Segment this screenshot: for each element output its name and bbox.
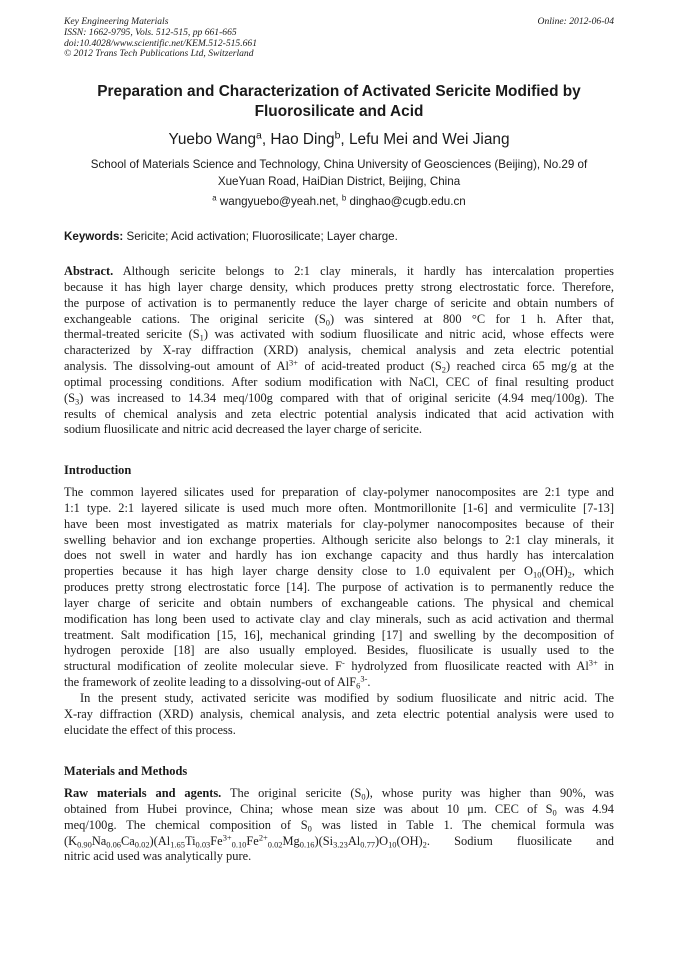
text-run: Abstract.	[64, 264, 114, 278]
text-run: 0.90	[77, 839, 92, 850]
text-run: .	[367, 675, 371, 690]
text-run: characterized by X-ray diffraction (XRD) analysis, chemical analysis and zeta electric potential	[64, 343, 614, 358]
text-run: b	[334, 130, 341, 142]
text-run: 0	[325, 317, 330, 328]
text-run: 0	[552, 807, 557, 818]
text-run: structural modification of zeolite molecular sieve. F	[64, 659, 343, 674]
affiliation	[60, 156, 618, 190]
text-run: have been most investigated as matrix materials for clay-polymer nanocomposites because of their	[64, 516, 614, 531]
text-run: (S	[64, 390, 76, 405]
text-run: obtained from Hubei province, China; whose mean size was about 10 μm. CEC of S	[64, 801, 553, 816]
section-heading-introduction: Introduction	[64, 463, 132, 477]
text-run: ) was sintered at 800 °C for 1 h. After that,	[329, 311, 614, 326]
text-run: 10	[388, 839, 397, 850]
text-run: , which	[571, 564, 614, 579]
text-run: )(Si	[314, 833, 334, 848]
text-run: 2	[567, 569, 572, 580]
email-a[interactable]: wangyuebo@yeah.net,	[219, 195, 339, 208]
text-run: elucidate the effect of this process.	[64, 722, 236, 737]
text-run: 0.02	[267, 839, 283, 850]
text-run: a	[256, 130, 262, 142]
text-run: Na	[91, 833, 107, 848]
abstract	[64, 264, 614, 438]
text-run: Although sericite belongs to 2:1 clay minerals, it hardly has intercalation properties	[122, 264, 614, 278]
text-run: thermal-treated sericite (S	[64, 327, 200, 342]
text-run: X-ray diffraction (XRD) analysis, chemical analysis, and zeta electric potential analysis were used to	[64, 706, 614, 721]
email-b[interactable]: dinghao@cugb.edu.cn	[349, 195, 466, 208]
text-run: Preparation and Characterization of Activated Sericite Modified by	[97, 83, 581, 100]
text-run: hydrolyzed from fluosilicate reacted with Al	[344, 659, 589, 674]
text-run: The common layered silicates used for preparation of clay-polymer nanocomposites are 2:1 type and	[64, 485, 614, 499]
author-emails	[0, 193, 678, 210]
online-date: Online: 2012-06-04	[537, 16, 614, 27]
text-run: layer charge of sericite and obtain numbers of exchangeable cations. The physical and chemical	[64, 595, 614, 610]
text-run: Ca	[121, 833, 135, 848]
text-run: 3+	[588, 657, 598, 668]
text-run: 0	[307, 823, 312, 834]
text-run: Mg	[282, 833, 300, 848]
section-heading-methods: Materials and Methods	[64, 764, 188, 778]
text-run: XueYuan Road, HaiDian District, Beijing, China	[217, 175, 461, 188]
text-run: analysis. The dissolving-out amount of Al	[64, 359, 289, 374]
text-run: swelling behavior and ion exchange properties. Although sericite also belongs to 2:1 clay minerals, it	[64, 532, 614, 547]
doi: doi:10.4028/www.scientific.net/KEM.512-515.661	[64, 37, 258, 49]
text-run: 1:1 type. 2:1 layered silicate is used much more often. Montmorillonite [1-6] and vermiculite [7-13]	[64, 500, 614, 515]
text-run: 0	[361, 791, 366, 802]
text-run: in	[597, 659, 614, 674]
text-run: modification has long been used to activate clay and clay minerals, such as acid activation and thermal	[64, 611, 614, 626]
text-run: 2	[441, 364, 446, 375]
text-run: (OH)	[396, 833, 423, 848]
text-run: . Sodium fluosilicate and	[426, 833, 614, 848]
text-run: 3-	[360, 673, 368, 684]
text-run: 2+	[258, 831, 268, 842]
text-run: nitric acid used was analytically pure.	[64, 849, 252, 864]
text-run: the purpose of activation is to permanently reduce the layer charge of sericite and obtain numbers of	[64, 295, 614, 310]
text-run: Fluorosilicate and Acid	[254, 103, 424, 120]
text-run: 0.77	[360, 839, 375, 850]
text-run: 1	[199, 332, 204, 343]
text-run: 0.06	[106, 839, 122, 850]
text-run: Ti	[184, 833, 196, 848]
text-run: (K	[64, 833, 78, 848]
chemical-formula	[64, 831, 614, 850]
text-run: ) was increased to 14.34 meq/100g compared with that of original sericite (4.94 meq/100g). The	[79, 390, 614, 405]
text-run: exchangeable cations. The original sericite (S	[64, 311, 326, 326]
text-run: Yuebo Wang	[168, 131, 257, 148]
text-run: of acid-treated product (S	[297, 359, 442, 374]
text-run: The original sericite (S	[221, 786, 362, 800]
text-run: the framework of zeolite leading to a dissolving-out of AlF	[64, 675, 357, 690]
text-run: Fe	[210, 833, 223, 848]
paper-title	[66, 82, 612, 122]
text-run: ) reached circa 65 mg/g at the	[446, 359, 614, 374]
authors: Yuebo Wang$^a$, Hao Ding$^b$, Lefu Mei and Wei Jiang	[168, 130, 510, 148]
text-run: 3	[75, 396, 80, 407]
text-run: a	[212, 193, 217, 203]
text-run: Al	[347, 833, 361, 848]
text-run: ), whose purity was higher than 90%, was	[365, 786, 614, 800]
text-run: Keywords:	[64, 230, 124, 243]
text-run: 0.02	[134, 839, 150, 850]
text-run: Sericite; Acid activation; Fluorosilicate; Layer charge.	[126, 230, 398, 243]
introduction-body	[64, 485, 614, 739]
issn: ISSN: 1662-9795, Vols. 512-515, pp 661-665	[64, 26, 237, 38]
text-run: In the present study, activated sericite was modified by sodium fluosilicate and nitric acid. The	[80, 690, 614, 705]
text-run: 10	[533, 569, 542, 580]
text-run: b	[341, 193, 347, 203]
copyright: © 2012 Trans Tech Publications Ltd, Switzerland	[64, 48, 254, 60]
text-run: Fe	[246, 833, 259, 848]
text-run: )O	[375, 833, 389, 848]
text-run: Hao Ding	[270, 131, 335, 148]
text-run: School of Materials Science and Technology, China University of Geosciences (Beijing), No.29 of	[90, 158, 588, 171]
text-run: produces pretty strong electrostatic force [14]. The purpose of activation is to permanently reduce the	[64, 580, 614, 595]
journal-header	[64, 17, 484, 60]
text-run: properties because it has high layer charge density close to 1.0 equivalent per O	[64, 564, 534, 579]
text-run: treatment. Salt modification [15, 16], mechanical grinding [17] and swelling by the decomposition of	[64, 627, 614, 642]
text-run: 3+	[222, 831, 232, 842]
text-run: 3.23	[333, 839, 348, 850]
text-run: 0.10	[231, 839, 247, 850]
text-run: 2	[422, 839, 427, 850]
text-run: 0.03	[195, 839, 211, 850]
text-run: was listed in Table 1. The chemical formula was	[311, 817, 615, 832]
text-run: (OH)	[541, 564, 568, 579]
text-run: because it has high layer charge density, which produces pretty strong electrostatic force. Therefore,	[64, 279, 614, 294]
text-run: sodium fluosilicate and nitric acid decreased the layer charge of sericite.	[64, 422, 422, 437]
text-run: 1.65	[170, 839, 185, 850]
text-run: hydrogen peroxide [18] are also usually employed. Besides, fluosilicate is usually used to the	[64, 643, 614, 658]
text-run: does not swell in water and hardly has ion exchange capacity and thus hardly has intercalation	[64, 548, 614, 563]
text-run: was 4.94	[556, 801, 614, 816]
text-run: optimal processing conditions. After sodium modification with NaCl, CEC of final resulting product	[64, 374, 614, 389]
methods-body	[64, 786, 614, 865]
text-run: 0.16	[299, 839, 315, 850]
text-run: )(Al	[149, 833, 171, 848]
keywords	[64, 230, 614, 244]
text-run: -	[342, 657, 345, 668]
text-run: meq/100g. The chemical composition of S	[64, 817, 308, 832]
text-run: , Lefu Mei and Wei Jiang	[340, 131, 510, 148]
text-run: 6	[356, 680, 361, 691]
text-run: ) was activated with sodium fluosilicate and nitric acid, whose effects were	[203, 327, 614, 342]
journal-name: Key Engineering Materials	[64, 16, 169, 27]
text-run: results of chemical analysis and zeta electric potential analysis indicated that acid activation with	[64, 406, 614, 421]
text-run: Raw materials and agents.	[64, 786, 222, 800]
text-run: 3+	[288, 357, 298, 368]
